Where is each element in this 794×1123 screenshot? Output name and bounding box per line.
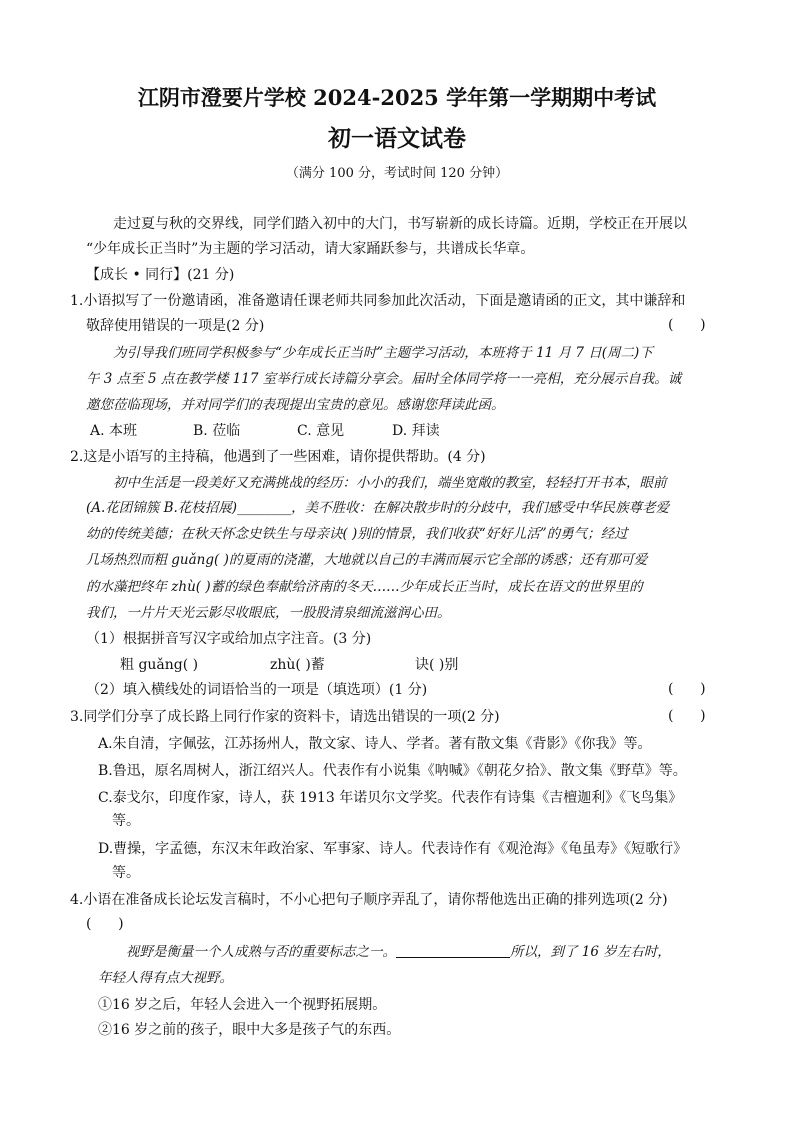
q3-answer-paren: ( )	[668, 708, 706, 724]
q1-para-line-3: 邀您莅临现场，并对同学们的表现提出宝贵的意见。感谢您拜读此函。	[86, 397, 505, 413]
q1-option-c: C. 意见	[297, 423, 345, 439]
q2-sub1-item-1: 粗 guǎng( )	[120, 657, 199, 673]
q2-para-line-6: 我们，一片片天光云影尽收眼底，一股股清泉细流滋润心田。	[86, 605, 451, 621]
q4-para-line-2: 年轻人得有点大视野。	[98, 970, 233, 986]
q2-para-line-5: 的水藻把终年 zhù( )蓄的绿色奉献给济南的冬天……少年成长正当时，成长在语文的世界里的	[86, 579, 643, 595]
exam-title: 江阴市澄要片学校 2024-2025 学年第一学期期中考试	[137, 85, 657, 110]
q1-para-line-2: 午 3 点至 5 点在教学楼 117 室举行成长诗篇分享会。届时全体同学将一一亮相，充分展示自我。诚	[86, 371, 682, 387]
exam-subtitle: 初一语文试卷	[328, 125, 466, 152]
q2-para-line-1: 初中生活是一段美好又充满挑战的经历：小小的我们，端坐宽敞的教室，轻轻打开书本，眼前	[113, 475, 667, 491]
intro-line-2: “少年成长正当时”为主题的学习活动，请大家踊跃参与，共谱成长华章。	[86, 241, 535, 257]
q1-option-b: B. 莅临	[193, 423, 241, 439]
q4-para-start: 视野是衡量一个人成熟与否的重要标志之一。	[126, 944, 396, 960]
q2-answer-paren: ( )	[668, 681, 706, 697]
q3-option-d: D.曹操，字孟德，东汉末年政治家、军事家、诗人。代表诗作有《观沧海》《龟虽寿》《短歌行》	[98, 841, 688, 857]
q2-sub1: （1）根据拼音写汉字或给加点字注音。(3 分)	[86, 631, 372, 647]
q2-sub1-item-2: zhù( )蓄	[270, 657, 325, 673]
q4-stem: 4.小语在准备成长论坛发言稿时，不小心把句子顺序弄乱了，请你帮他选出正确的排列选项(2 分)	[70, 892, 668, 908]
q1-stem-line-2: 敬辞使用错误的一项是(2 分)	[86, 318, 265, 334]
q3-option-c-cont: 等。	[112, 813, 140, 829]
intro-line-1: 走过夏与秋的交界线，同学们踏入初中的大门，书写崭新的成长诗篇。近期，学校正在开展以	[113, 216, 687, 232]
q4-para-line-1	[126, 943, 671, 961]
q2-sub2: （2）填入横线处的词语恰当的一项是（填选项）(1 分)	[86, 682, 428, 698]
q2-sub1-item-3: 诀( )别	[415, 657, 459, 673]
q1-option-d: D. 拜读	[392, 423, 440, 439]
q2-stem: 2.这是小语写的主持稿，他遇到了一些困难，请你提供帮助。(4 分)	[70, 449, 486, 465]
q3-option-c: C.泰戈尔，印度作家，诗人，获 1913 年诺贝尔文学奖。代表作有诗集《吉檀迦利》《飞鸟集》	[98, 790, 683, 806]
q1-answer-paren: ( )	[668, 317, 706, 333]
q3-stem: 3.同学们分享了成长路上同行作家的资料卡，请选出错误的一项(2 分)	[70, 709, 500, 725]
q4-answer-paren: ( )	[86, 916, 124, 932]
q2-para-line-3: 幼的传统美德；在秋天怀念史铁生与母亲诀( )别的情景，我们收获“好好儿活”的勇气；经过	[86, 526, 628, 542]
q3-option-b: B.鲁迅，原名周树人，浙江绍兴人。代表作有小说集《呐喊》《朝花夕拾》、散文集《野草》等。	[98, 763, 687, 779]
q4-para-end: 所以，到了 16 岁左右时，	[510, 944, 671, 960]
section-heading: 【成长 • 同行】(21 分)	[86, 267, 235, 283]
q1-option-a: A. 本班	[90, 423, 138, 439]
q1-stem-line-1: 1.小语拟写了一份邀请函，准备邀请任课老师共同参加此次活动，下面是邀请函的正文，其中谦辞和	[70, 293, 686, 309]
q2-para-line-4: 几场热烈而粗 guǎng( )的夏雨的浇灌，大地就以自己的丰满而展示它全部的诱惑；还有那可爱	[86, 552, 648, 568]
q4-item-2: ②16 岁之前的孩子，眼中大多是孩子气的东西。	[98, 1022, 401, 1038]
q3-option-d-cont: 等。	[112, 865, 140, 881]
q2-para-line-2: (A.花团锦簇 B.花枝招展)________，美不胜收：在解决散步时的分歧中，我们感受中华民族尊老爱	[86, 500, 670, 516]
q4-item-1: ①16 岁之后，年轻人会进入一个视野拓展期。	[98, 997, 387, 1013]
q4-blank[interactable]	[396, 943, 510, 958]
q1-para-line-1: 为引导我们班同学积极参与“少年成长正当时”主题学习活动，本班将于 11 月 7 日(周二)下	[113, 345, 653, 361]
exam-note: （满分 100 分，考试时间 120 分钟）	[285, 166, 509, 181]
q3-option-a: A.朱自清，字佩弦，江苏扬州人，散文家、诗人、学者。著有散文集《背影》《你我》等。	[98, 736, 652, 752]
